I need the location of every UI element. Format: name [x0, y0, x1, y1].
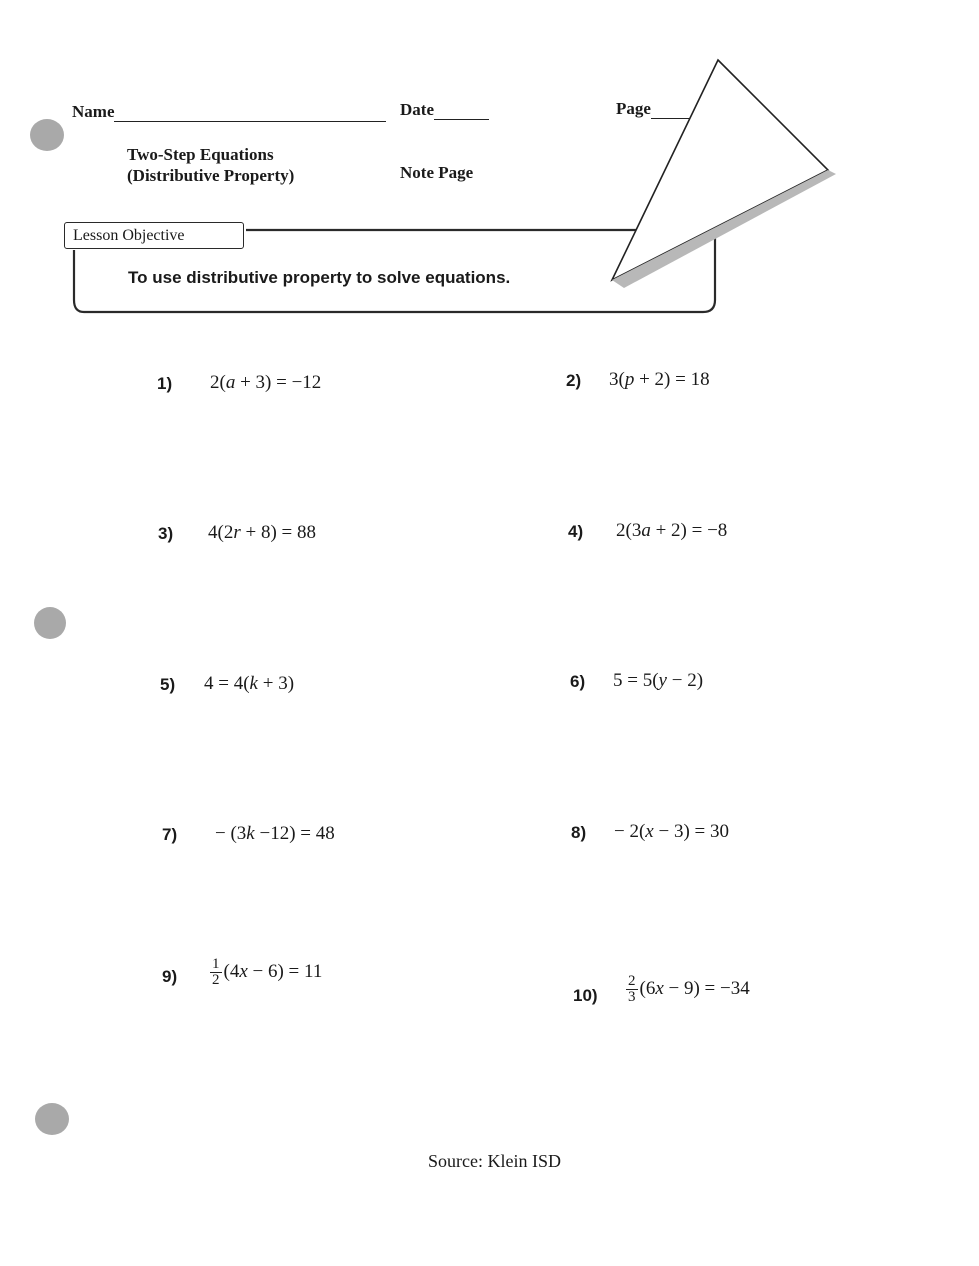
problem-3-rest: + 8) = 88: [240, 522, 316, 543]
binder-hole-bottom: [35, 1103, 69, 1135]
problem-6-equation: [613, 670, 703, 692]
problem-7-coef: − (3: [215, 823, 247, 844]
problem-10-var: x: [655, 977, 664, 999]
problem-9-var: x: [239, 960, 248, 982]
problem-3-number: 3): [158, 524, 174, 543]
problem-4-rest: + 2) = −8: [650, 520, 728, 541]
problem-7-var: k: [246, 823, 255, 844]
problem-1-number: 1): [157, 374, 173, 393]
name-blank-line: [114, 120, 386, 122]
problem-9-fraction: [210, 957, 222, 988]
problem-8-equation: [614, 821, 729, 843]
problem-3-equation: [208, 522, 316, 544]
title-line-1: Two-Step Equations: [127, 145, 274, 164]
page-label: Page: [616, 99, 651, 118]
problem-8-coef: − 2(: [614, 821, 646, 842]
problem-6-coef: 5 = 5(: [613, 670, 659, 691]
problem-7-number: 7): [162, 825, 178, 844]
problem-4-equation: [616, 520, 727, 542]
problem-2-equation: [609, 369, 710, 391]
problem-6-number: 6): [570, 672, 586, 691]
problem-6-var: y: [658, 670, 667, 691]
problem-3-coef: 4(2: [208, 522, 234, 543]
date-field[interactable]: [400, 100, 489, 120]
name-field[interactable]: [72, 102, 386, 122]
triangle-graphic: [600, 52, 850, 297]
title-line-2: (Distributive Property): [127, 166, 295, 185]
date-label: Date: [400, 100, 434, 119]
problem-1-rest: + 3) = −12: [235, 372, 322, 393]
problem-7-equation: [215, 823, 335, 845]
problem-3-var: r: [233, 522, 241, 543]
problem-9-frac-denominator: 2: [212, 972, 220, 988]
problem-8-var: x: [645, 821, 654, 842]
problem-2-coef: 3(: [609, 369, 625, 390]
objective-tab: [64, 222, 244, 249]
problem-9-coef: (4: [223, 960, 240, 982]
problem-5-rest: + 3): [257, 673, 295, 694]
objective-tab-label: Lesson Objective: [73, 227, 185, 244]
problem-2-var: p: [624, 369, 635, 390]
problem-5-coef: 4 = 4(: [204, 673, 250, 694]
problem-4-coef: 2(3: [616, 520, 642, 541]
problem-2-rest: + 2) = 18: [634, 369, 710, 390]
problem-2-number: 2): [566, 371, 582, 390]
date-blank-line: [434, 118, 489, 120]
problem-9-number: 9): [162, 967, 178, 986]
problem-10-rest: − 9) = −34: [663, 977, 750, 999]
problem-4-number: 4): [568, 522, 584, 541]
note-page-label: Note Page: [400, 163, 474, 182]
worksheet-title: [127, 144, 294, 186]
binder-hole-top: [30, 119, 64, 151]
problem-10-frac-denominator: 3: [628, 989, 636, 1005]
problem-5-number: 5): [160, 675, 176, 694]
binder-hole-middle: [34, 607, 66, 639]
problem-8-number: 8): [571, 823, 587, 842]
problem-10-fraction: [626, 974, 638, 1005]
problem-6-rest: − 2): [666, 670, 704, 691]
problem-9-rest: − 6) = 11: [247, 960, 323, 982]
problem-1-coef: 2(: [210, 372, 226, 393]
name-label: Name: [72, 102, 115, 121]
problem-1-var: a: [225, 372, 236, 393]
objective-text: To use distributive property to solve equations.: [128, 268, 511, 287]
problem-9-frac-numerator: 1: [212, 956, 220, 972]
source-footer: Source: Klein ISD: [428, 1151, 561, 1171]
problem-10-coef: (6: [639, 977, 656, 999]
problem-7-rest: −12) = 48: [254, 823, 335, 844]
problem-9-equation: [210, 957, 322, 988]
problem-4-var: a: [641, 520, 651, 541]
problem-5-var: k: [249, 673, 258, 694]
problem-1-equation: [210, 372, 321, 394]
problem-5-equation: [204, 673, 294, 695]
problem-10-equation: [626, 974, 750, 1005]
problem-10-number: 10): [573, 986, 598, 1005]
problem-10-frac-numerator: 2: [628, 973, 636, 989]
problem-8-rest: − 3) = 30: [653, 821, 729, 842]
